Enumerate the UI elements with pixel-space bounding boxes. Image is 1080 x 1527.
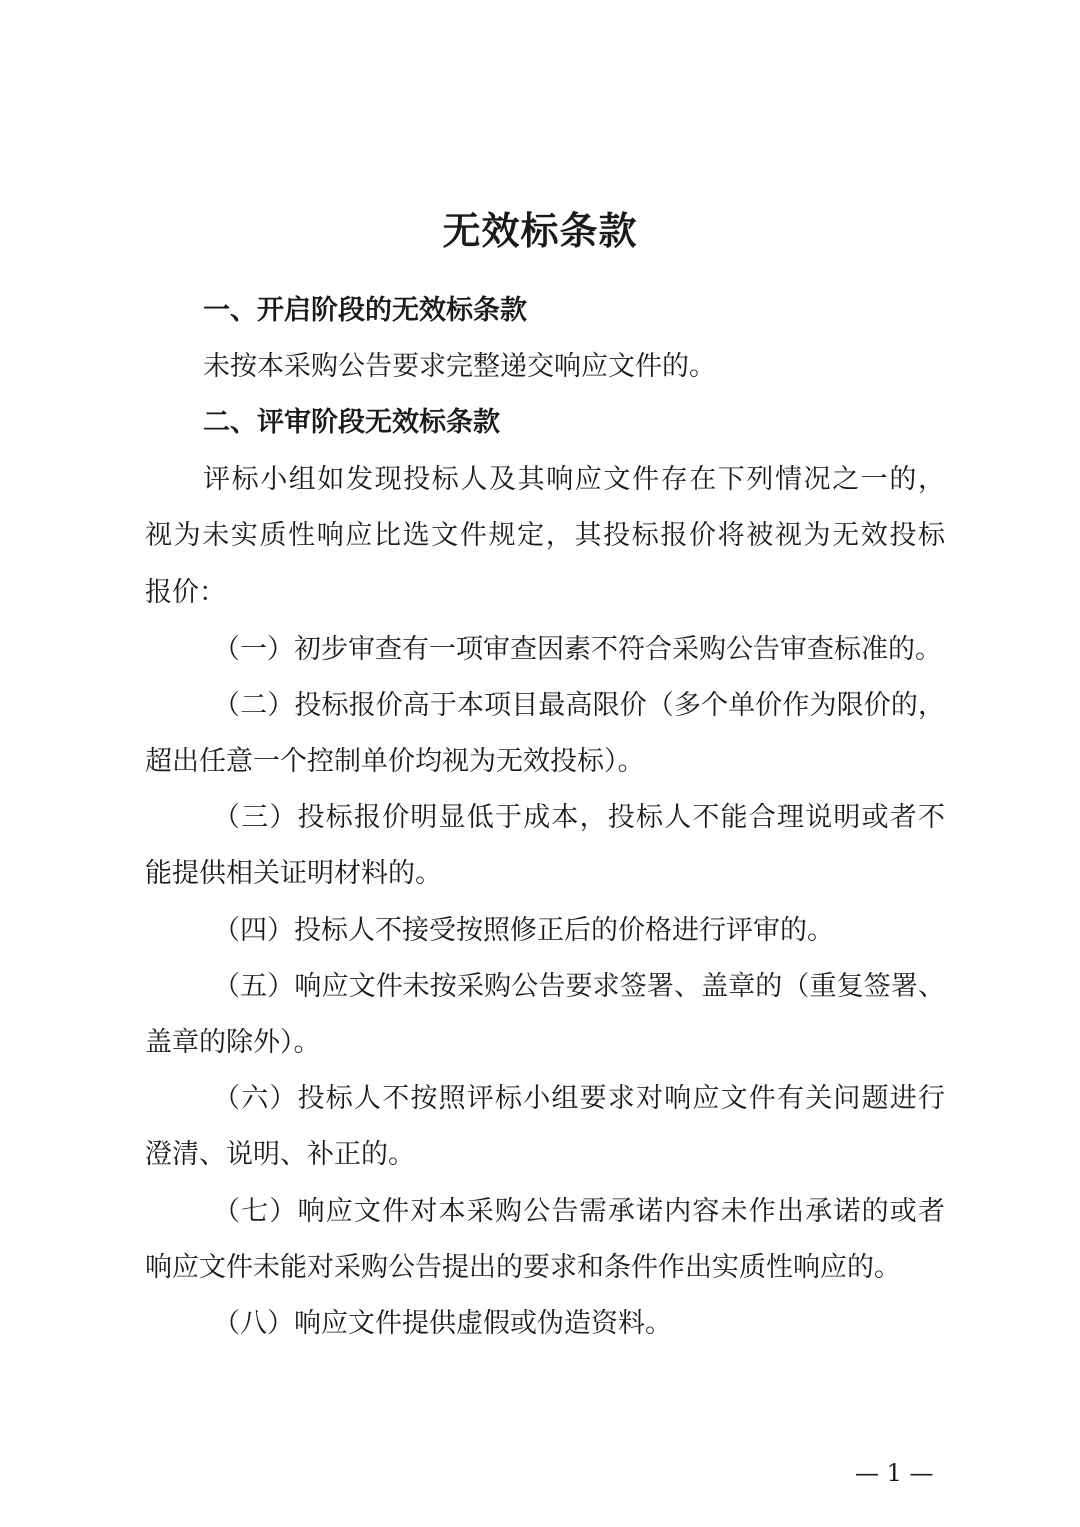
document-title: 无效标条款 [442, 208, 638, 253]
section2-heading: 二、评审阶段无效标条款 [203, 407, 500, 438]
section2-intro-line-1: 评标小组如发现投标人及其响应文件存在下列情况之一的， [203, 464, 945, 495]
section2-intro-line-2: 视为未实质性响应比选文件规定，其投标报价将被视为无效投标 [145, 520, 945, 551]
item-2-line-2: 超出任意一个控制单价均视为无效投标）。 [145, 746, 645, 777]
item-8-line-1: （八）响应文件提供虚假或伪造资料。 [213, 1308, 672, 1339]
item-6-line-2: 澄清、说明、补正的。 [145, 1139, 415, 1170]
item-4-line-1: （四）投标人不接受按照修正后的价格进行评审的。 [213, 915, 834, 946]
item-3-line-2: 能提供相关证明材料的。 [145, 858, 442, 889]
item-7-line-2: 响应文件未能对采购公告提出的要求和条件作出实质性响应的。 [145, 1252, 901, 1283]
section1-text: 未按本采购公告要求完整递交响应文件的。 [203, 351, 716, 382]
item-5-line-1: （五）响应文件未按采购公告要求签署、盖章的（重复签署、 [213, 971, 945, 1002]
item-3-line-1: （三）投标报价明显低于成本，投标人不能合理说明或者不 [213, 802, 945, 833]
section1-heading: 一、开启阶段的无效标条款 [203, 295, 527, 326]
item-7-line-1: （七）响应文件对本采购公告需承诺内容未作出承诺的或者 [213, 1196, 945, 1227]
item-5-line-2: 盖章的除外）。 [145, 1027, 321, 1058]
item-6-line-1: （六）投标人不按照评标小组要求对响应文件有关问题进行 [213, 1083, 945, 1114]
item-1-line-1: （一）初步审查有一项审查因素不符合采购公告审查标准的。 [213, 634, 942, 665]
item-2-line-1: （二）投标报价高于本项目最高限价（多个单价作为限价的， [213, 690, 945, 721]
page-number: — 1 — [855, 1459, 934, 1487]
section2-intro-line-3: 报价： [145, 577, 226, 608]
